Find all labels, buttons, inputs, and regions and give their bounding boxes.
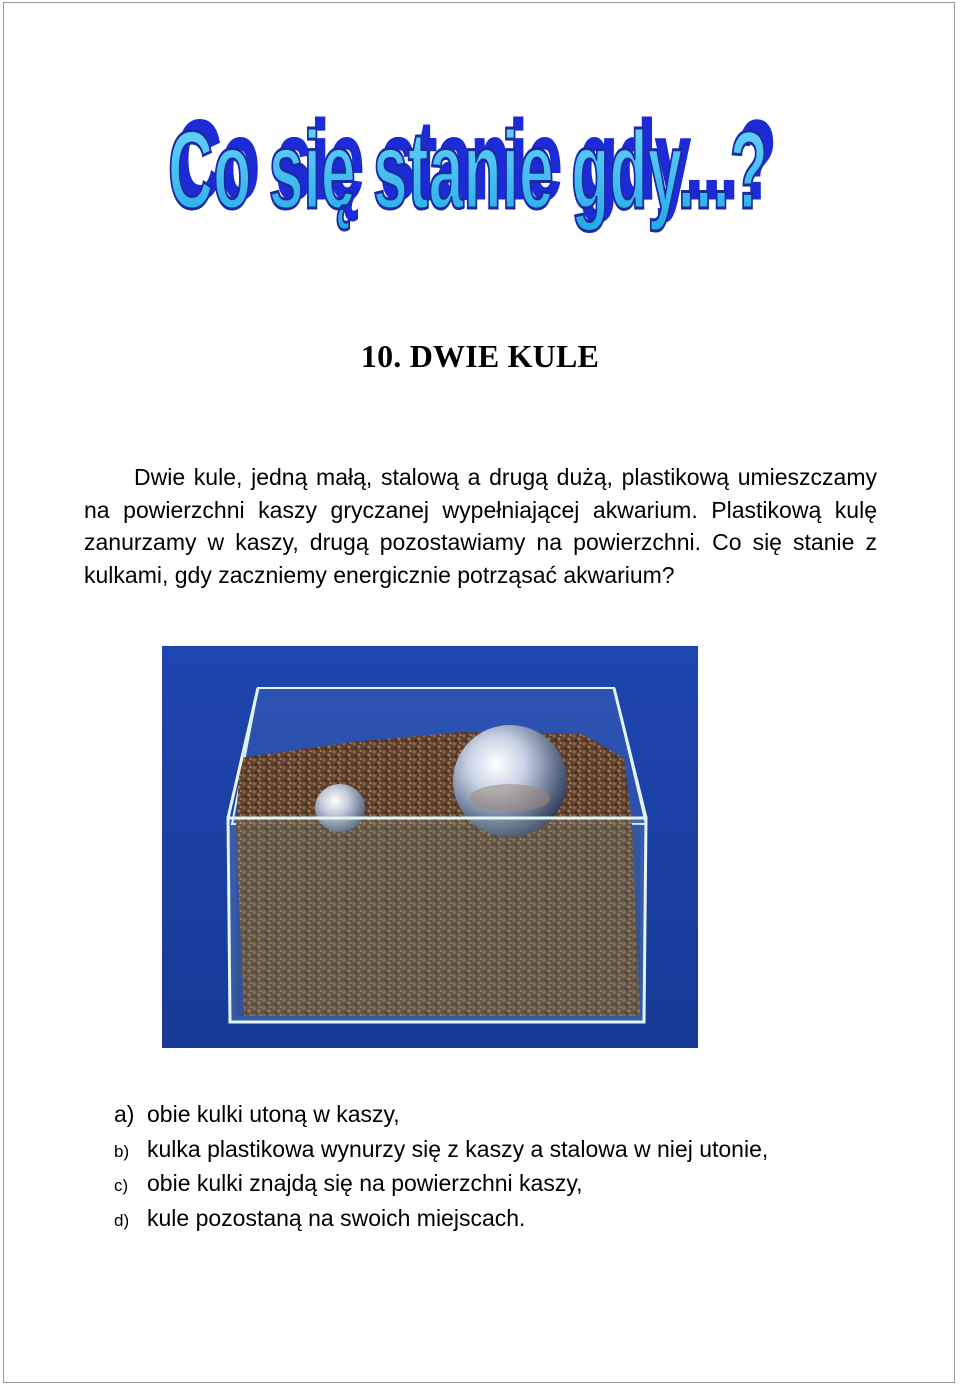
page-title: 10. DWIE KULE xyxy=(360,338,600,374)
answer-letter: d) xyxy=(114,1210,130,1230)
answer-d[interactable] xyxy=(114,1201,768,1236)
aquarium-front xyxy=(228,818,646,1022)
answer-text: kulka plastikowa wynurzy się z kaszy a stalowa w niej utonie, xyxy=(147,1135,769,1162)
answer-letter: c) xyxy=(114,1176,129,1195)
aquarium-photo xyxy=(162,646,698,1048)
wordart-shadow: Co się stanie gdy...? xyxy=(176,99,776,222)
answer-letter: b) xyxy=(114,1141,130,1161)
answer-c[interactable] xyxy=(114,1166,768,1201)
wordart-text: Co się stanie gdy...? xyxy=(168,109,768,232)
answer-letter: a) xyxy=(114,1101,135,1127)
answer-list xyxy=(114,1097,768,1235)
answer-b[interactable] xyxy=(114,1132,768,1167)
answer-text: kule pozostaną na swoich miejscach. xyxy=(147,1204,526,1231)
answer-a[interactable] xyxy=(114,1097,768,1132)
intro-paragraph: Dwie kule, jedną małą, stalową a drugą dużą, plastikową umieszczamy na powierzchni kaszy gryczanej wypełniającej akwarium. Plastikową kulę zanurzamy w kaszy, drugą pozostawiamy na powierzchni. Co się stanie z kulkami, gdy zaczniemy energicznie potrząsać akwarium? xyxy=(84,464,877,588)
wordart-header xyxy=(150,80,790,250)
answer-text: obie kulki znajdą się na powierzchni kaszy, xyxy=(147,1170,583,1196)
answer-text: obie kulki utoną w kaszy, xyxy=(147,1101,400,1127)
